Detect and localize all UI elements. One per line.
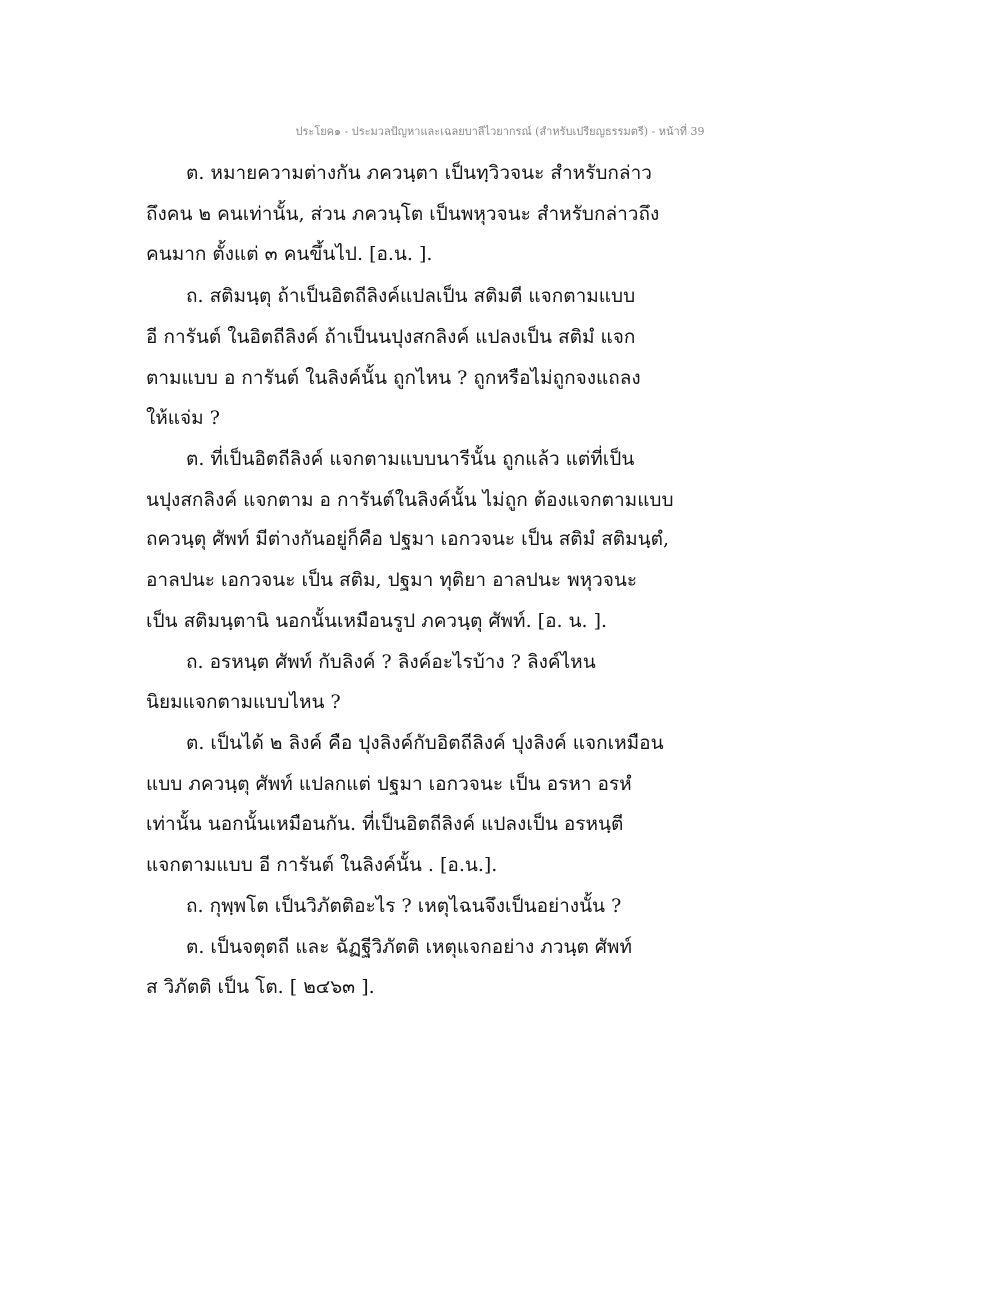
text-line: ต. เป็นจตุตถี และ ฉัฏฐีวิภัตติ เหตุแจกอย่าง ภวนฺต ศัพท์ bbox=[186, 936, 632, 958]
text-line: อาลปนะ เอกวจนะ เป็น สติม, ปฐมา ทุติยา อาลปนะ พหุวจนะ bbox=[146, 569, 638, 591]
text-line: ถ. อรหนฺต ศัพท์ กับลิงค์ ? ลิงค์อะไรบ้าง ? ลิงค์ไหน bbox=[186, 651, 596, 673]
text-line: นิยมแจกตามแบบไหน ? bbox=[146, 691, 341, 713]
text-line: ถ. สติมนฺตุ ถ้าเป็นอิตถีลิงค์แปลเป็น สติมตี แจกตามแบบ bbox=[186, 285, 636, 307]
text-line: ตามแบบ อ การันต์ ในลิงค์นั้น ถูกไหน ? ถูกหรือไม่ถูกจงแถลง bbox=[146, 367, 641, 389]
text-line: ส วิภัตติ เป็น โต. [ ๒๔๖๓ ]. bbox=[146, 976, 375, 998]
text-line: ต. เป็นได้ ๒ ลิงค์ คือ ปุงลิงค์กับอิตถีลิงค์ ปุงลิงค์ แจกเหมือน bbox=[186, 732, 664, 754]
text-line: นปุงสกลิงค์ แจกตาม อ การันต์ในลิงค์นั้น ไม่ถูก ต้องแจกตามแบบ bbox=[146, 489, 674, 511]
text-line: แบบ ภควนฺตุ ศัพท์ แปลกแต่ ปฐมา เอกวจนะ เป็น อรหา อรหํ bbox=[146, 773, 632, 795]
text-line: คนมาก ตั้งแต่ ๓ คนขึ้นไป. [อ.น. ]. bbox=[146, 243, 433, 265]
text-line: ต. ที่เป็นอิตถีลิงค์ แจกตามแบบนารีนั้น ถูกแล้ว แต่ที่เป็น bbox=[186, 448, 635, 470]
text-line: เป็น สติมนฺตานิ นอกนั้นเหมือนรูป ภควนฺตุ ศัพท์. [อ. น. ]. bbox=[146, 610, 608, 632]
text-line: ถควนฺตุ ศัพท์ มีต่างกันอยู่ก็คือ ปฐมา เอกวจนะ เป็น สติมํ สติมนฺตํ, bbox=[146, 528, 670, 550]
text-line: เท่านั้น นอกนั้นเหมือนกัน. ที่เป็นอิตถีลิงค์ แปลงเป็น อรหนฺตี bbox=[146, 813, 624, 835]
text-line: อี การันต์ ในอิตถีลิงค์ ถ้าเป็นนปุงสกลิงค์ แปลงเป็น สติมํ แจก bbox=[146, 326, 636, 348]
text-line: ถึงคน ๒ คนเท่านั้น, ส่วน ภควนฺโต เป็นพหุวจนะ สำหรับกล่าวถึง bbox=[146, 203, 660, 225]
text-line: ให้แจ่ม ? bbox=[146, 407, 220, 429]
text-line: แจกตามแบบ อี การันต์ ในลิงค์นั้น . [อ.น.]. bbox=[146, 854, 498, 876]
running-header: ประโยค๑ - ประมวลปัญหาและเฉลยบาลีไวยากรณ์ (สำหรับเปรียญธรรมตรี) - หน้าที่ 39 bbox=[295, 125, 705, 138]
text-line: ต. หมายความต่างกัน ภควนฺตา เป็นทฺวิวจนะ สำหรับกล่าว bbox=[186, 162, 652, 184]
text-line: ถ. กุพฺพโต เป็นวิภัตติอะไร ? เหตุไฉนจึงเป็นอย่างนั้น ? bbox=[186, 895, 622, 917]
